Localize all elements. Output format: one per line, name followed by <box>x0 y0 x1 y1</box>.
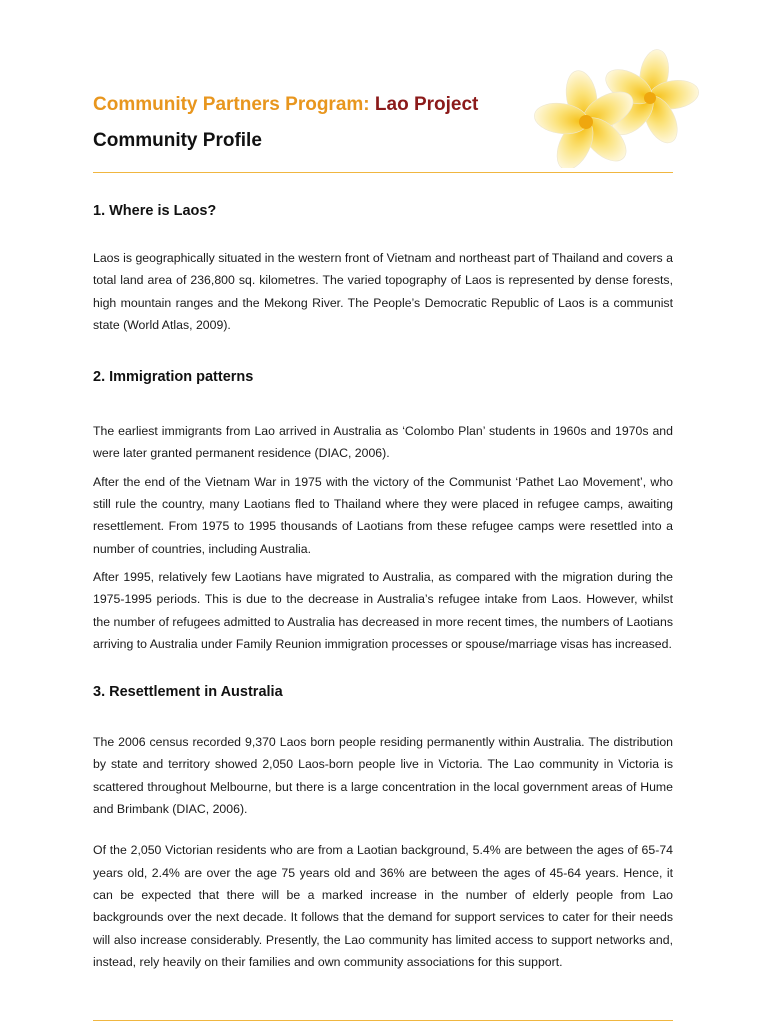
document-body <box>93 200 673 973</box>
header-divider <box>93 172 673 173</box>
section-paragraph: After the end of the Vietnam War in 1975 with the victory of the Communist ‘Pathet Lao Movement’, who still rule the country, many Laotians fled to Thailand where they were placed in refugee camps, awaiting resettlement. From 1975 to 1995 thousands of Laotians from these refugee camps were resettled into a number of countries, including Australia. <box>93 474 673 556</box>
section-paragraph: Laos is geographically situated in the western front of Vietnam and northeast part of Thailand and covers a total land area of 236,800 sq. kilometres. The varied topography of Laos is represented by dense forests, high mountain ranges and the Mekong River. The People’s Democratic Republic of Laos is a communist state (World Atlas, 2009). <box>93 251 673 332</box>
section-resettlement <box>93 681 673 973</box>
frangipani-flowers-icon <box>528 40 703 168</box>
section-paragraph: The 2006 census recorded 9,370 Laos born people residing permanently within Australia. The distribution by state and territory showed 2,050 Laos-born people live in Victoria. The Lao community in Victoria is scattered throughout Melbourne, but there is a large concentration in the local government areas of Hume and Brimbank (DIAC, 2006). <box>93 735 673 817</box>
project-name: Lao Project <box>374 94 479 115</box>
section-paragraph: After 1995, relatively few Laotians have migrated to Australia, as compared with the migration during the 1975-1995 periods. This is due to the decrease in Australia’s refugee intake from Laos. However, whilst the number of refugees admitted to Australia has decreased in more recent times, the numbers of Laotians arriving to Australia under Family Reunion immigration processes or spouse/marriage visas has increased. <box>93 569 673 651</box>
section-where-is-laos <box>93 200 673 336</box>
program-name: Community Partners Program: <box>93 94 370 115</box>
section-heading: 2. Immigration patterns <box>93 369 254 386</box>
section-paragraph: Of the 2,050 Victorian residents who are from a Laotian background, 5.4% are between the ages of 65-74 years old, 2.4% are over the age 75 years old and 36% are between the ages of 45-64 years. Hence, it can be expected that there will be a marked increase in the number of elderly people from Lao backgrounds over the next decade. It follows that the demand for support services to cater for their needs will also increase considerably. Presently, the Lao community has limited access to support networks and, instead, rely heavily on their families and own community associations for this support. <box>93 843 673 969</box>
section-paragraph: The earliest immigrants from Lao arrived in Australia as ‘Colombo Plan’ students in 1960s and 1970s and were later granted permanent residence (DIAC, 2006). <box>93 424 673 461</box>
section-immigration-patterns <box>93 366 673 655</box>
page-title <box>93 92 478 118</box>
section-heading: 1. Where is Laos? <box>93 203 217 219</box>
section-heading: 3. Resettlement in Australia <box>93 684 283 701</box>
page-subtitle: Community Profile <box>93 130 262 151</box>
footer-divider <box>93 1020 673 1021</box>
